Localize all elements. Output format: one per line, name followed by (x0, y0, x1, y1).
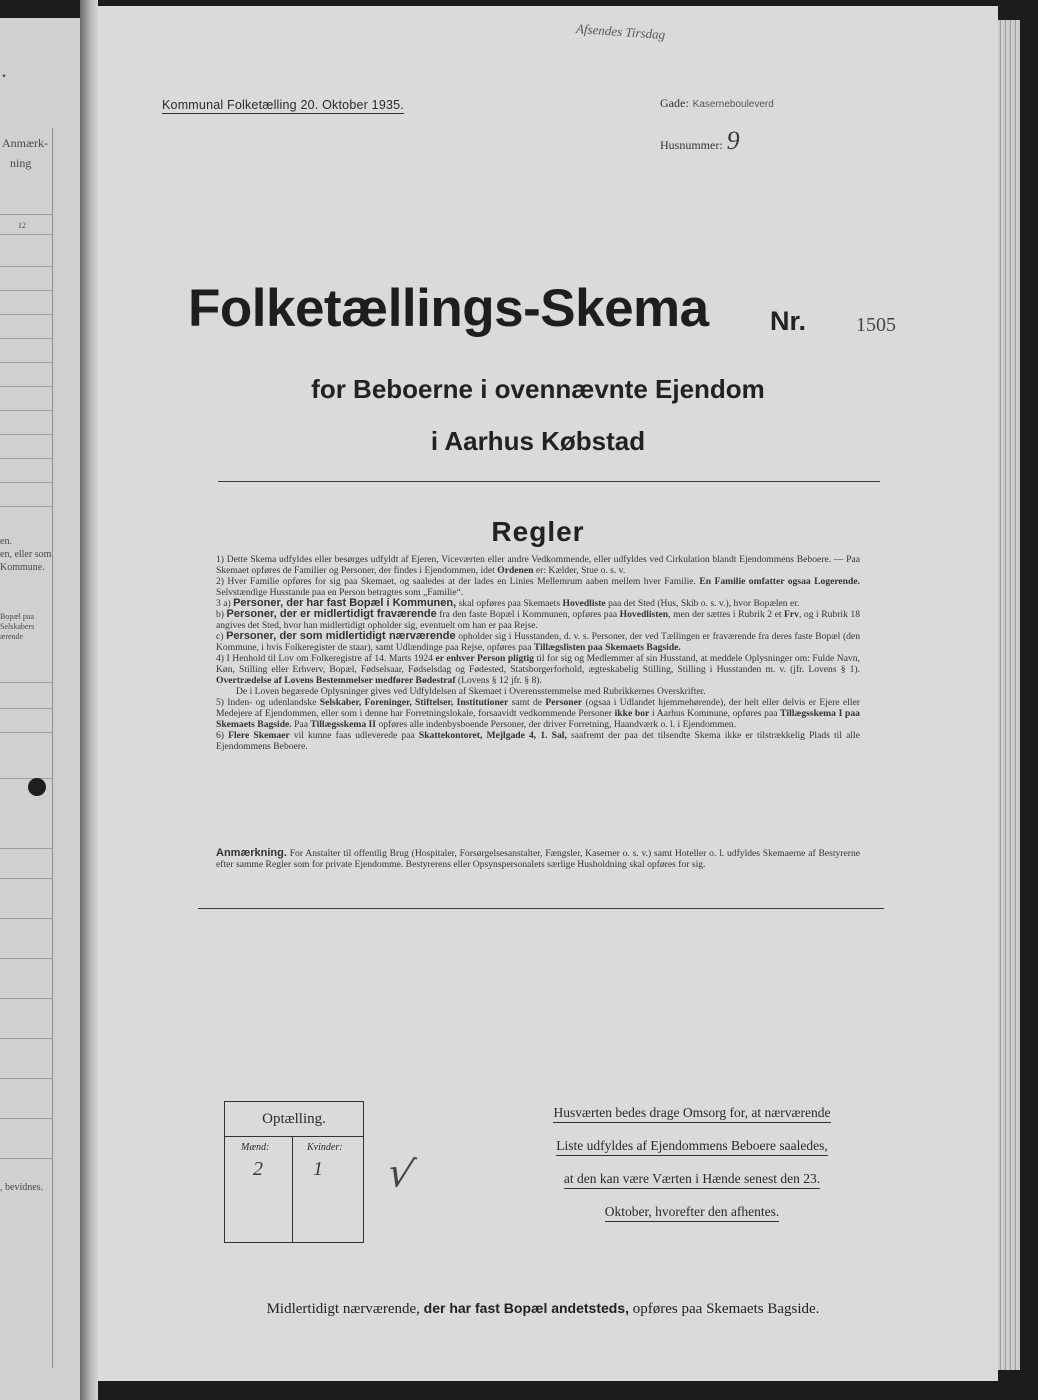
form-subtitle-2: i Aarhus Købstad (430, 426, 646, 456)
rule-2: 2) Hver Familie opføres for sig paa Skemaet, og saaledes at der lades en Linies Mellemrum aaben mellem hver Familie. En Familie omfatter ogsaa Logerende. Selvstændige Husstande paa en Person betragtes som „Familie“. (216, 576, 860, 598)
left-column-number: 12 (18, 221, 26, 230)
page-edge-stack (998, 20, 1020, 1370)
rule-3a: 3 a) Personer, der har fast Bopæl i Kommunen, skal opføres paa Skemaets Hovedliste paa det Sted (Hus, Skib o. s. v.), hvor Bopælen er. (216, 597, 800, 609)
notice-line-3: at den kan være Værten i Hænde senest den 23. (564, 1170, 820, 1189)
rule-4: 4) I Henhold til Lov om Folkeregistre af 14. Marts 1924 er enhver Person pligtig til for sig og Medlemmer af sin Husstand, at meddele Oplysninger om: Fulde Navn, Køn, Stilling eller Erhverv, Bopæl, Fødselsaar, Fødselsdag og Fødested, Statsborgerforhold, ægteskabelig Stilling, Stilling i Husstanden m. v. (jfr. Lovens § 1). Overtrædelse af Lovens Bestemmelser medfører Bødestraf (Lovens § 12 jfr. § 8). (216, 653, 860, 686)
husnummer-value: 9 (726, 126, 740, 155)
remark-text: For Anstalter til offentlig Brug (Hospitaler, Forsørgelsesanstalter, Fængsler, Kaserner o. s. v.) samt Hoteller o. l. udfyldes Skemaerne af Bestyrerne efter samme Regler som for private Ejendomme. Bestyrerens eller Opsynspersonalets særlige Husholdning skal opføres for sig. (216, 848, 860, 870)
form-subtitle-1: for Beboerne i ovennævnte Ejendom (311, 374, 765, 404)
left-fragment-2: en, eller som (0, 549, 52, 560)
left-fragment-6: ærende (0, 632, 24, 641)
men-label: Mænd: (241, 1142, 270, 1153)
notice-line-2: Liste udfyldes af Ejendommens Beboere saaledes, (556, 1137, 827, 1156)
title-divider (218, 481, 880, 482)
handwritten-annotation: Afsendes Tirsdag (575, 20, 666, 43)
gade-label: Gade: (660, 96, 689, 110)
rule-3b: b) Personer, der er midlertidigt fraværende fra den faste Bopæl i Kommunen, opføres paa Hovedlisten, men der sættes i Rubrik 2 et Frv, og i Rubrik 18 angives det Sted, hvor han midlertidigt opholder sig, eventuelt om han er paa Rejse. (216, 608, 860, 631)
women-label: Kvinder: (307, 1142, 343, 1153)
landlord-notice (524, 1104, 860, 1236)
rule-6: 6) Flere Skemaer vil kunne faas udleverede paa Skattekontoret, Mejlgade 4, 1. Sal, saafremt der paa det tilsendte Skema ikke er tilstrækkelig Plads til alle Ejendommens Beboere. (216, 730, 860, 752)
left-fragment-7: , bevidnes. (0, 1182, 44, 1193)
form-title: Folketællings-Skema (188, 279, 709, 338)
book-gutter (80, 0, 98, 1400)
form-number-value: 1505 (856, 314, 896, 336)
rule-5: 5) Inden- og udenlandske Selskaber, Foreninger, Stiftelser, Institutioner samt de Personer (ogsaa i Udlandet hjemmehørende), der helt eller delvis er Ejere eller Medejere af Ejendommen, eller som i denne har Forretningslokale, forsaavidt vedkommende Personer ikke bor i Aarhus Kommune, opføres paa Tillægsskema I paa Skemaets Bagside. Paa Tillægsskema II opføres alle indenbysboende Personer, der driver Forretning, Haandværk o. l. i Ejendommen. (216, 697, 860, 730)
gade-field (660, 94, 774, 112)
rule-1: 1) Dette Skema udfyldes eller besørges udfyldt af Ejeren, Viceværten eller andre Vedkommende, eller udfyldes ved Cirkulation blandt Ejendommens Beboere. — Paa Skemaet opføres de Familier og Personer, der findes i Ejendommen, idet Ordenen er: Kælder, Stue o. s. v. (216, 554, 860, 576)
census-form-page (98, 6, 998, 1381)
remark-label: Anmærkning. (216, 847, 287, 859)
men-count: 2 (253, 1158, 263, 1180)
footer-instruction: Midlertidigt nærværende, der har fast Bopæl andetsteds, opføres paa Skemaets Bagside. (266, 1300, 820, 1317)
husnummer-field (660, 126, 740, 156)
left-column-header-1: Anmærk- (2, 136, 48, 150)
count-box-title: Optælling. (225, 1102, 363, 1137)
remark-section (216, 848, 860, 870)
form-number-label: Nr. (770, 306, 807, 336)
left-page-dot: . (2, 64, 6, 81)
left-fragment-5: Selskabers (0, 622, 35, 631)
census-header-title: Kommunal Folketælling 20. Oktober 1935. (162, 98, 404, 112)
rule-3c: c) Personer, der som midlertidigt nærværende opholder sig i Husstanden, d. v. s. Personer, der ved Tællingen er fraværende fra deres faste Bopæl (den Kommune, i hvis Folkeregister de staar), samt Udlændinge paa Rejse, opføres paa Tillægslisten paa Skemaets Bagside. (216, 630, 860, 653)
left-fragment-3: Kommune. (0, 562, 45, 573)
notice-line-4: Oktober, hvorefter den afhentes. (605, 1203, 780, 1222)
women-count: 1 (313, 1158, 323, 1180)
gade-value: Kasernebouleverd (692, 99, 774, 110)
left-column-header-2: ning (10, 156, 32, 170)
notice-line-1: Husværten bedes drage Omsorg for, at nærværende (553, 1104, 830, 1123)
ink-blot-icon (28, 778, 46, 796)
rules-heading: Regler (491, 516, 585, 547)
count-box (224, 1101, 364, 1243)
checkmark-icon: √ (383, 1148, 419, 1200)
left-fragment-1: en. (0, 536, 12, 547)
husnummer-label: Husnummer: (660, 138, 723, 152)
remark-divider (198, 908, 884, 909)
left-fragment-4: Bopæl paa (0, 612, 34, 621)
left-page-fragment (0, 18, 82, 1400)
rules-text (216, 554, 860, 752)
rule-4-extra: De i Loven begærede Oplysninger gives ved Udfyldelsen af Skemaet i Overensstemmelse med Rubrikkernes Overskrifter. (236, 686, 706, 697)
